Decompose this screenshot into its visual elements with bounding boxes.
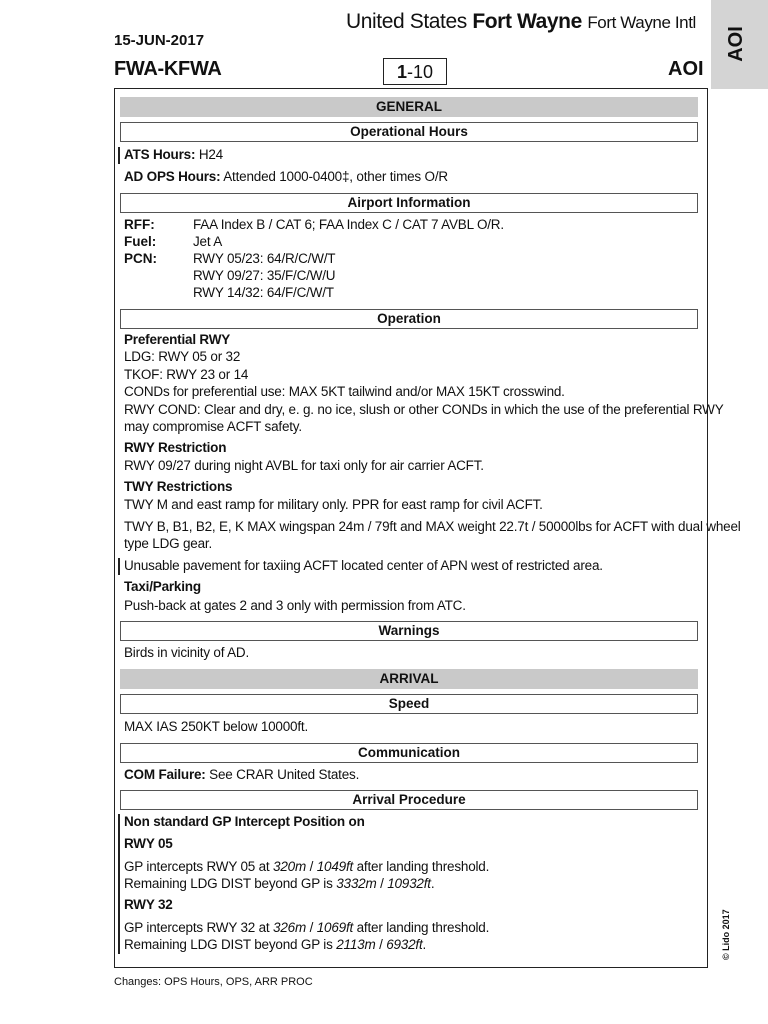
com-failure-label: COM Failure: xyxy=(124,767,206,782)
subsection-operational-hours: Operational Hours xyxy=(120,122,698,142)
subsection-warnings: Warnings xyxy=(120,621,698,641)
section-tab-label: AOI xyxy=(725,26,747,62)
rwy32-remaining-dist: Remaining LDG DIST beyond GP is 2113m / 6932ft. xyxy=(124,937,427,952)
rwy05-remaining-dist: Remaining LDG DIST beyond GP is 3332m / 10932ft. xyxy=(124,876,435,891)
fuel-value: Jet A xyxy=(193,234,223,249)
com-failure xyxy=(124,766,359,783)
rwy-cond-line2: may compromise ACFT safety. xyxy=(124,419,302,434)
ad-ops-value: Attended 1000-0400‡, other times O/R xyxy=(223,169,448,184)
subsection-communication: Communication xyxy=(120,743,698,763)
changes-note: Changes: OPS Hours, OPS, ARR PROC xyxy=(114,976,313,988)
pref-tkof: TKOF: RWY 23 or 14 xyxy=(124,367,249,382)
ats-hours-label: ATS Hours: xyxy=(124,147,196,162)
warnings-text: Birds in vicinity of AD. xyxy=(124,645,249,660)
city-name: Fort Wayne xyxy=(472,10,582,33)
airport-title xyxy=(346,10,696,34)
pcn-line: RWY 09/27: 35/F/C/W/U xyxy=(193,268,336,283)
twy-restrictions-title: TWY Restrictions xyxy=(124,479,233,494)
page-number xyxy=(383,58,447,85)
rwy05-title: RWY 05 xyxy=(124,836,173,851)
change-bar xyxy=(118,558,120,575)
rwy32-title: RWY 32 xyxy=(124,897,173,912)
pref-ldg: LDG: RWY 05 or 32 xyxy=(124,349,241,364)
ats-hours xyxy=(124,146,223,163)
rwy-restriction-title: RWY Restriction xyxy=(124,440,227,455)
pcn-line: RWY 14/32: 64/F/C/W/T xyxy=(193,285,334,300)
change-bar xyxy=(118,814,120,954)
rff-label: RFF: xyxy=(124,217,155,232)
fuel-label: Fuel: xyxy=(124,234,157,249)
preferential-rwy-title: Preferential RWY xyxy=(124,332,231,347)
com-failure-value: See CRAR United States. xyxy=(209,767,360,782)
rwy-restriction-text: RWY 09/27 during night AVBL for taxi only for air carrier ACFT. xyxy=(124,458,484,473)
section-general: GENERAL xyxy=(120,97,698,117)
subsection-airport-information: Airport Information xyxy=(120,193,698,213)
pushback-text: Push-back at gates 2 and 3 only with permission from ATC. xyxy=(124,598,466,613)
taxi-parking-title: Taxi/Parking xyxy=(124,579,201,594)
page-major: 1 xyxy=(396,62,407,82)
page-minor: -10 xyxy=(407,62,434,82)
subsection-arrival-procedure: Arrival Procedure xyxy=(120,790,698,810)
section-code: AOI xyxy=(668,58,704,80)
airport-code: FWA-KFWA xyxy=(114,58,222,80)
copyright: © Lido 2017 xyxy=(721,909,731,960)
change-bar xyxy=(118,147,120,164)
rff-value: FAA Index B / CAT 6; FAA Index C / CAT 7 AVBL O/R. xyxy=(193,217,504,232)
pcn-line: RWY 05/23: 64/R/C/W/T xyxy=(193,251,336,266)
speed-text: MAX IAS 250KT below 10000ft. xyxy=(124,719,309,734)
section-tab xyxy=(711,0,768,89)
gp-intercept-title: Non standard GP Intercept Position on xyxy=(124,814,365,829)
pcn-label: PCN: xyxy=(124,251,157,266)
section-arrival: ARRIVAL xyxy=(120,669,698,689)
subsection-speed: Speed xyxy=(120,694,698,714)
twy-b-line2: type LDG gear. xyxy=(124,536,213,551)
pref-conds: CONDs for preferential use: MAX 5KT tailwind and/or MAX 15KT crosswind. xyxy=(124,384,565,399)
rwy-cond-line1: RWY COND: Clear and dry, e. g. no ice, slush or other CONDs in which the use of the preferential RWY xyxy=(124,402,724,417)
chart-date: 15-JUN-2017 xyxy=(114,32,205,49)
rwy32-gp-intercept: GP intercepts RWY 32 at 326m / 1069ft after landing threshold. xyxy=(124,920,490,935)
rwy05-gp-intercept: GP intercepts RWY 05 at 320m / 1049ft after landing threshold. xyxy=(124,859,490,874)
twy-m-text: TWY M and east ramp for military only. PPR for east ramp for civil ACFT. xyxy=(124,497,543,512)
twy-b-line1: TWY B, B1, B2, E, K MAX wingspan 24m / 79ft and MAX weight 22.7t / 50000lbs for ACFT with dual wheel xyxy=(124,519,741,534)
ats-hours-value: H24 xyxy=(198,147,223,162)
airport-name: Fort Wayne Intl xyxy=(587,13,696,32)
unusable-pavement: Unusable pavement for taxiing ACFT located center of APN west of restricted area. xyxy=(124,558,603,573)
country-name: United States xyxy=(346,10,467,33)
ad-ops-label: AD OPS Hours: xyxy=(124,169,221,184)
ad-ops-hours xyxy=(124,168,448,185)
subsection-operation: Operation xyxy=(120,309,698,329)
